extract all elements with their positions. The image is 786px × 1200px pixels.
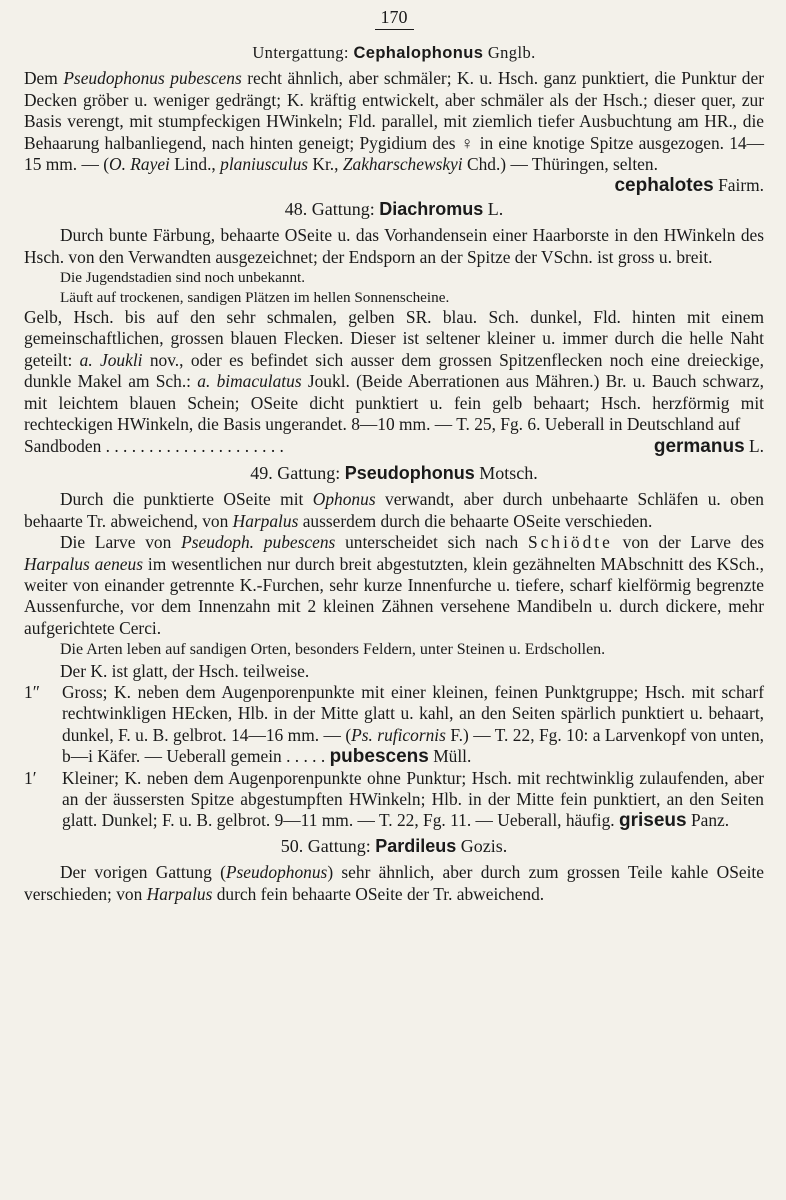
genus-48-description: Gelb, Hsch. bis auf den sehr schmalen, gelben SR. blau. Sch. dunkel, Fld. hinten mit einem gemeinschaftlichen, grossen blauen Flecken. Dieser ist seltener kleiner u. immer durch die helle Naht geteilt: a. Joukli nov., oder es befindet sich ausser dem grossen Spitzenflecken noch eine dreieckige, dunkle Makel am Sch.: a. bimaculatus Joukl. (Beide Aberrationen aus Mähren.) Br. u. Bauch schwarz, mit leichtem blauen Schein; OSeite dicht punktiert u. fein gelb behaart; Hsch. herzförmig mit rechteckigen HWinkeln, die Basis ungerandet. 8—10 mm. — T. 25, Fg. 6. Ueberall in Deutschland auf <box>24 307 764 435</box>
genus-49-habitat: Die Arten leben auf sandigen Orten, besonders Feldern, unter Steinen u. Erdschollen. <box>60 641 606 659</box>
subgenus-heading: Untergattung: Cephalophonus Gnglb. <box>252 43 536 62</box>
genus-48-intro: Durch bunte Färbung, behaarte OSeite u. das Vorhandensein einer Haarborste in den HWinkeln des Hsch. von den Verwandten ausgezeichnet; der Endsporn an der Spitze der VSchn. ist gross u. breit. <box>24 225 764 267</box>
genus-49-heading: 49. Gattung: Pseudophonus Motsch. <box>250 462 538 483</box>
genus-48-note-larvae: Die Jugendstadien sind noch unbekannt. <box>60 269 306 287</box>
subgenus-name: Cephalophonus <box>353 44 484 62</box>
genus-49-intro: Durch die punktierte OSeite mit Ophonus verwandt, aber durch unbehaarte Schläfen u. oben behaarte Tr. abweichend, von Harpalus ausserdem durch die behaarte OSeite verschieden. <box>24 489 764 531</box>
species-line-cephalotes: cephalotes Fairm. <box>614 175 764 197</box>
genus-49-key-intro: Der K. ist glatt, der Hsch. teilweise. <box>60 660 310 681</box>
species-line-germanus: Sandboden . . . . . . . . . . . . . . . . . . . . . germanus L. <box>24 435 764 457</box>
genus-49-larva: Die Larve von Pseudoph. pubescens unterscheidet sich nach Schiödte von der Larve des Harpalus aeneus im wesentlichen nur durch breit abgestutzten, klein gezähnelten MAbschnitt des KSch., weiter von einander getrennte K.-Furchen, sehr kurze Innenfurche u. tiefere, scharf kielförmig begrenzte Aussenfurche, vor dem Innenzahn mit 2 kleinen Zähnen versehene Mandibeln u. durch dickere, mehr aufgerichtete Cerci. <box>24 532 764 638</box>
genus-50-description: Der vorigen Gattung (Pseudophonus) sehr ähnlich, aber durch zum grossen Teile kahle OSeite verschieden; von Harpalus durch fein behaarte OSeite der Tr. abweichend. <box>24 862 764 904</box>
page-number: 170 <box>24 0 764 30</box>
genus-50-heading: 50. Gattung: Pardileus Gozis. <box>280 835 508 856</box>
key-couplet-1b: 1′ Kleiner; K. neben dem Augenporenpunkte ohne Punktur; Hsch. mit rechtwinklig zulaufenden, aber an der äussersten Spitze abgestumpften HWinkeln; Hlb. in der Mitte fein punktiert, an den Seiten glatt. Dunkel; F. u. B. gelbrot. 9—11 mm. — T. 22, Fg. 11. — Ueberall, häufig. griseus Panz. <box>24 767 764 832</box>
key-couplet-1a: 1″ Gross; K. neben dem Augenporenpunkte mit einer kleinen, feinen Punktgruppe; Hsch. mit scharf rechtwinkligen HEcken, Hlb. in der Mitte glatt u. kahl, an den Seiten spärlich punktiert u. behaart, dunkel, F. u. B. gelbrot. 14—16 mm. — (Ps. ruficornis F.) — T. 22, Fg. 10: a Larvenkopf von unten, b—i Käfer. — Ueberall gemein . . . . . pubescens Müll. <box>24 681 764 768</box>
genus-48-note-habitat: Läuft auf trockenen, sandigen Plätzen im hellen Sonnenscheine. <box>60 288 450 306</box>
genus-48-heading: 48. Gattung: Diachromus L. <box>284 198 504 219</box>
cephalophonus-description: Dem Pseudophonus pubescens recht ähnlich, aber schmäler; K. u. Hsch. ganz punktiert, die Punktur der Decken gröber u. weniger gedrängt; K. kräftig entwickelt, aber schmäler als der Hsch.; dieser quer, zur Basis verengt, mit stumpfeckigen HWinkeln; Fld. parallel, mit ziemlich tiefer Ausbuchtung am HR., die Behaarung halbanliegend, nach hinten geneigt; Pygidium des ♀ in eine knotige Spitze ausgezogen. 14—15 mm. — (O. Rayei Lind., planiusculus Kr., Zakharschewskyi Chd.) — Thüringen, selten. <box>24 68 765 175</box>
